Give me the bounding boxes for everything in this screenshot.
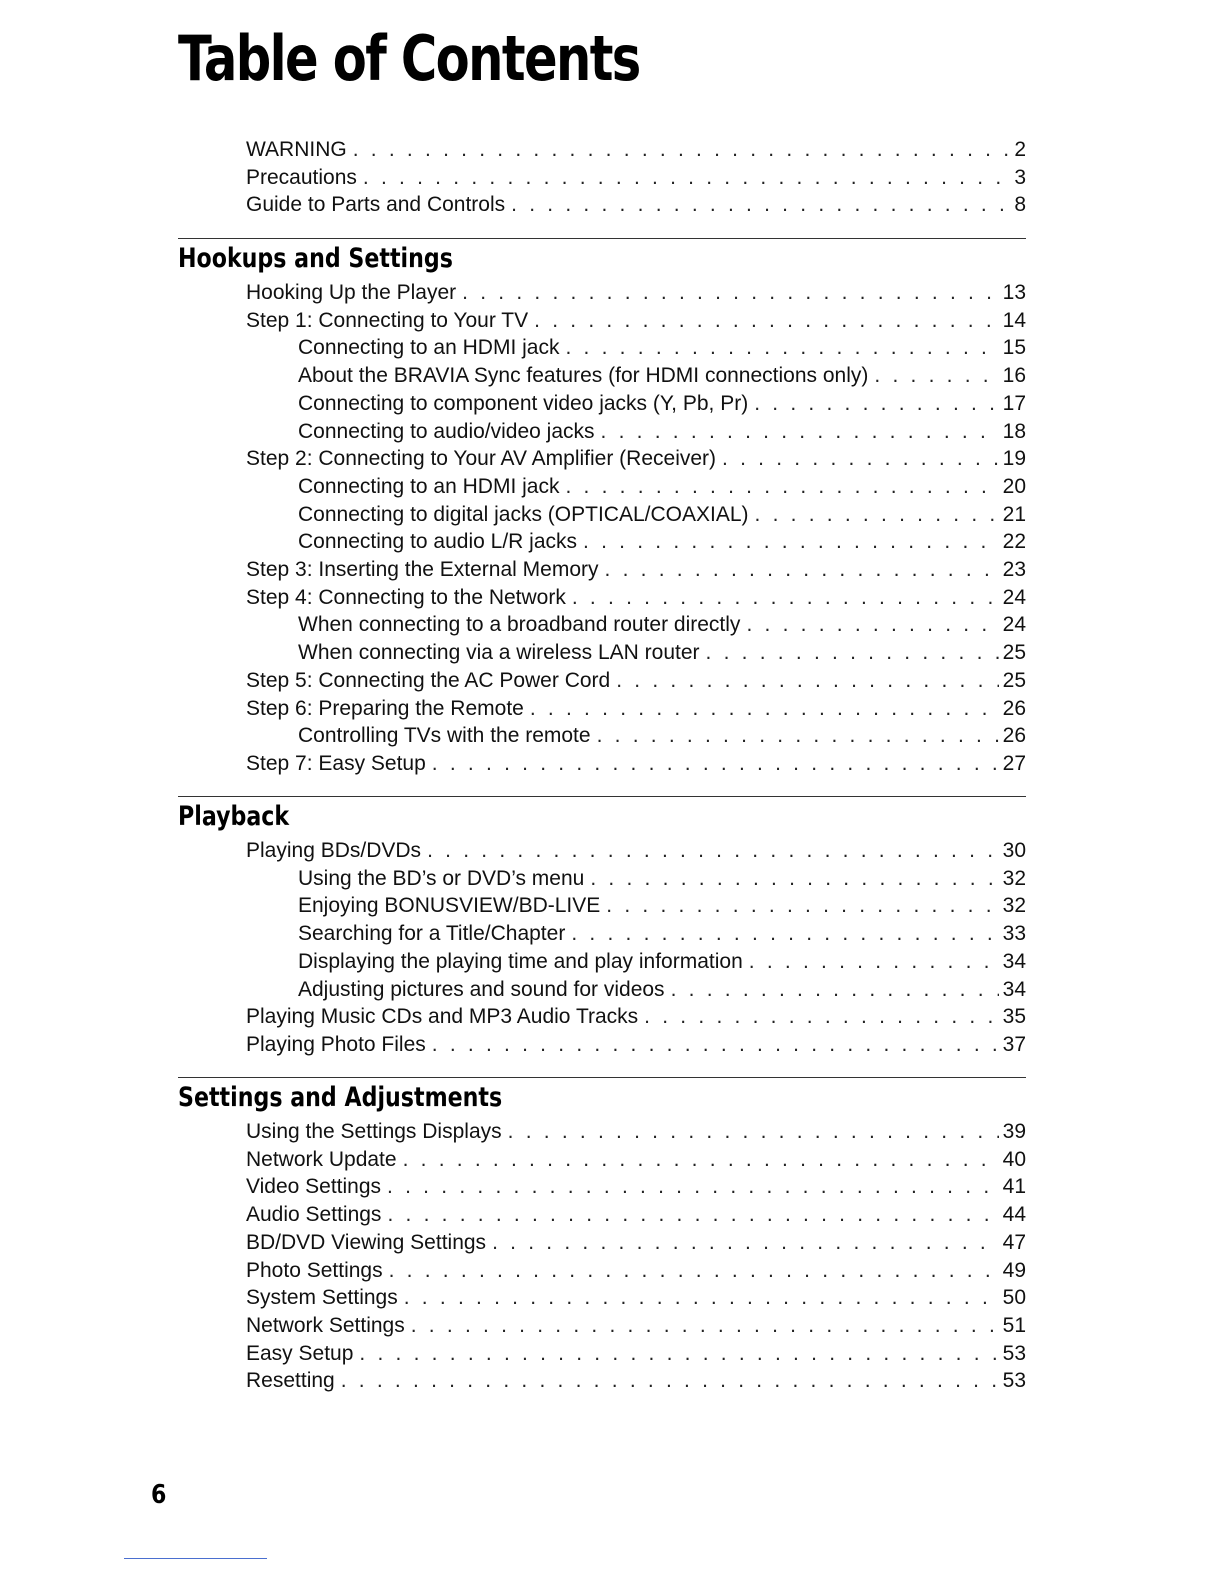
toc-entry-page: 47: [1002, 1230, 1026, 1254]
toc-entry[interactable]: [246, 1118, 1026, 1145]
toc-entry-page: 27: [1002, 751, 1026, 775]
dot-leader: [749, 948, 999, 975]
toc-entry-title: Adjusting pictures and sound for videos: [298, 977, 665, 1001]
toc-entry[interactable]: [246, 445, 1026, 472]
page-title: Table of Contents: [178, 22, 640, 95]
dot-leader: [462, 279, 999, 306]
toc-entry-title: Searching for a Title/Chapter: [298, 922, 566, 946]
toc-entry[interactable]: [246, 136, 1026, 163]
toc-entry-title: Using the Settings Displays: [246, 1120, 502, 1143]
toc-entry-title: Network Settings: [246, 1313, 405, 1337]
section-heading: Playback: [178, 801, 290, 832]
toc-entry[interactable]: [298, 976, 1026, 1003]
dot-leader: [432, 1031, 999, 1058]
dot-leader: [404, 1284, 999, 1311]
toc-entry-title: When connecting via a wireless LAN router: [298, 641, 700, 665]
toc-entry-page: 39: [1002, 1120, 1026, 1143]
toc-entry-page: 26: [1002, 696, 1026, 720]
toc-entry-title: Enjoying BONUSVIEW/BD-LIVE: [298, 894, 601, 918]
toc-entry[interactable]: [246, 191, 1026, 218]
dot-leader: [359, 1340, 998, 1367]
dot-leader: [644, 1003, 998, 1030]
dot-leader: [571, 920, 998, 947]
toc-entry-page: 14: [1002, 308, 1026, 332]
dot-leader: [605, 556, 999, 583]
dot-leader: [534, 307, 998, 334]
toc-entry[interactable]: [246, 750, 1026, 777]
toc-entry-page: 22: [1002, 530, 1026, 554]
toc-entry-page: 18: [1002, 419, 1026, 443]
toc-entry[interactable]: [298, 920, 1026, 947]
toc-entry-page: 41: [1002, 1175, 1026, 1199]
toc-entry[interactable]: [246, 1312, 1026, 1339]
dot-leader: [755, 501, 999, 528]
dot-leader: [606, 892, 998, 919]
toc-entry-title: Audio Settings: [246, 1203, 382, 1227]
toc-entry-page: 17: [1002, 391, 1026, 415]
toc-entry-page: 16: [1002, 364, 1026, 388]
toc-entry[interactable]: [246, 279, 1026, 306]
toc-entry-title: Step 6: Preparing the Remote: [246, 696, 524, 720]
toc-entry[interactable]: [298, 473, 1026, 500]
toc-entry-page: 32: [1002, 866, 1026, 890]
dot-leader: [427, 837, 999, 864]
toc-entry-title: BD/DVD Viewing Settings: [246, 1230, 487, 1254]
toc-entry[interactable]: [298, 528, 1026, 555]
toc-entry[interactable]: [298, 418, 1026, 445]
toc-entry-page: 19: [1002, 447, 1026, 471]
toc-entry-page: 32: [1002, 894, 1026, 918]
toc-entry-title: Precautions: [246, 165, 357, 189]
footer-divider: [124, 1558, 267, 1559]
toc-entry-title: Playing Photo Files: [246, 1032, 426, 1056]
dot-leader: [387, 1201, 998, 1228]
toc-entry-page: 35: [1002, 1005, 1026, 1029]
section-divider: [178, 796, 1026, 797]
toc-entry-title: Controlling TVs with the remote: [298, 724, 591, 748]
toc-entry[interactable]: [246, 667, 1026, 694]
toc-entry-title: When connecting to a broadband router directly: [298, 613, 741, 637]
toc-entry-title: Connecting to component video jacks (Y, Pb, Pr): [298, 391, 749, 415]
toc-entry[interactable]: [246, 1229, 1026, 1256]
dot-leader: [363, 164, 1010, 191]
toc-entry-page: 53: [1002, 1369, 1026, 1393]
toc-entry-title: Easy Setup: [246, 1341, 354, 1365]
toc-entry[interactable]: [298, 892, 1026, 919]
toc-entry-title: Step 4: Connecting to the Network: [246, 585, 566, 609]
toc-entry[interactable]: [246, 837, 1026, 864]
toc-entry-title: Guide to Parts and Controls: [246, 193, 506, 217]
section-heading: Hookups and Settings: [178, 243, 453, 274]
page-number: 6: [151, 1480, 167, 1510]
dot-leader: [746, 611, 998, 638]
toc-entry[interactable]: [298, 865, 1026, 892]
toc-entry[interactable]: [246, 1031, 1026, 1058]
dot-leader: [671, 976, 999, 1003]
toc-entry[interactable]: [246, 1201, 1026, 1228]
toc-entry-title: Connecting to audio/video jacks: [298, 419, 595, 443]
toc-entry[interactable]: [298, 639, 1026, 666]
toc-entry-page: 37: [1002, 1032, 1026, 1056]
toc-entry[interactable]: [298, 334, 1026, 361]
dot-leader: [511, 191, 1010, 218]
dot-leader: [616, 667, 998, 694]
dot-leader: [597, 722, 999, 749]
toc-entry-title: Network Update: [246, 1147, 397, 1171]
toc-entry-page: 34: [1002, 977, 1026, 1001]
toc-entry-page: 2: [1014, 138, 1026, 161]
toc-entry[interactable]: [298, 611, 1026, 638]
toc-entry-title: About the BRAVIA Sync features (for HDMI connections only): [298, 364, 869, 388]
dot-leader: [508, 1118, 999, 1145]
dot-leader: [341, 1367, 999, 1394]
toc-entry-title: Step 2: Connecting to Your AV Amplifier (Receiver): [246, 447, 717, 471]
toc-entry[interactable]: [246, 584, 1026, 611]
toc-entry-page: 23: [1002, 558, 1026, 581]
toc-entry[interactable]: [246, 1284, 1026, 1311]
toc-entry-page: 25: [1002, 668, 1026, 692]
toc-entry-title: Hooking Up the Player: [246, 281, 457, 304]
toc-entry[interactable]: [298, 501, 1026, 528]
toc-entry[interactable]: [298, 722, 1026, 749]
dot-leader: [387, 1173, 999, 1200]
toc-entry-page: 50: [1002, 1286, 1026, 1310]
toc-entry-title: Connecting to an HDMI jack: [298, 474, 560, 498]
toc-entry[interactable]: [246, 1257, 1026, 1284]
dot-leader: [874, 362, 998, 389]
toc-entry-page: 24: [1002, 585, 1026, 609]
dot-leader: [353, 136, 1011, 163]
toc-entry-page: 26: [1002, 724, 1026, 748]
dot-leader: [411, 1312, 999, 1339]
toc-entry[interactable]: [246, 1003, 1026, 1030]
toc-entry-title: Connecting to audio L/R jacks: [298, 530, 577, 554]
toc-entry[interactable]: [298, 390, 1026, 417]
toc-entry-title: Step 3: Inserting the External Memory: [246, 558, 599, 581]
toc-entry[interactable]: [246, 556, 1026, 583]
dot-leader: [583, 528, 999, 555]
toc-entry-page: 25: [1002, 641, 1026, 665]
dot-leader: [590, 865, 998, 892]
toc-entry-title: Connecting to digital jacks (OPTICAL/COAXIAL): [298, 502, 749, 526]
toc-entry-page: 8: [1014, 193, 1026, 217]
toc-entry-title: Step 1: Connecting to Your TV: [246, 308, 529, 332]
toc-entry-page: 34: [1002, 949, 1026, 973]
toc-entry-page: 21: [1002, 502, 1026, 526]
dot-leader: [706, 639, 999, 666]
toc-entry[interactable]: [246, 1340, 1026, 1367]
dot-leader: [492, 1229, 999, 1256]
toc-entry[interactable]: [298, 362, 1026, 389]
toc-entry-page: 30: [1002, 839, 1026, 862]
toc-entry-title: Photo Settings: [246, 1258, 383, 1282]
dot-leader: [565, 473, 998, 500]
dot-leader: [572, 584, 999, 611]
section-heading: Settings and Adjustments: [178, 1082, 503, 1113]
dot-leader: [403, 1146, 999, 1173]
dot-leader: [601, 418, 999, 445]
toc-entry-title: Step 5: Connecting the AC Power Cord: [246, 668, 611, 692]
dot-leader: [722, 445, 999, 472]
toc-entry-page: 33: [1002, 922, 1026, 946]
dot-leader: [530, 695, 999, 722]
toc-entry[interactable]: [246, 164, 1026, 191]
toc-entry-title: System Settings: [246, 1286, 398, 1310]
toc-entry-title: Using the BD’s or DVD’s menu: [298, 866, 585, 890]
toc-entry-title: Connecting to an HDMI jack: [298, 336, 560, 360]
toc-entry-page: 51: [1002, 1313, 1026, 1337]
dot-leader: [754, 390, 998, 417]
dot-leader: [565, 334, 998, 361]
dot-leader: [389, 1257, 999, 1284]
toc-entry-title: WARNING: [246, 138, 347, 161]
toc-entry-title: Displaying the playing time and play information: [298, 949, 743, 973]
toc-entry-title: Step 7: Easy Setup: [246, 751, 426, 775]
toc-entry-page: 15: [1002, 336, 1026, 360]
toc-entry-page: 53: [1002, 1341, 1026, 1365]
toc-entry[interactable]: [246, 695, 1026, 722]
toc-entry[interactable]: [246, 1367, 1026, 1394]
toc-entry[interactable]: [246, 307, 1026, 334]
toc-entry-page: 44: [1002, 1203, 1026, 1227]
toc-entry-page: 40: [1002, 1147, 1026, 1171]
toc-entry-title: Playing BDs/DVDs: [246, 839, 422, 862]
toc-entry-page: 3: [1014, 165, 1026, 189]
section-divider: [178, 1077, 1026, 1078]
toc-entry-title: Playing Music CDs and MP3 Audio Tracks: [246, 1005, 639, 1029]
toc-entry-page: 20: [1002, 474, 1026, 498]
toc-entry[interactable]: [246, 1146, 1026, 1173]
toc-entry-page: 49: [1002, 1258, 1026, 1282]
toc-entry-title: Resetting: [246, 1369, 335, 1393]
toc-entry[interactable]: [298, 948, 1026, 975]
toc-entry[interactable]: [246, 1173, 1026, 1200]
toc-entry-page: 24: [1002, 613, 1026, 637]
section-divider: [178, 238, 1026, 239]
toc-entry-title: Video Settings: [246, 1175, 382, 1199]
dot-leader: [432, 750, 999, 777]
toc-entry-page: 13: [1002, 281, 1026, 304]
